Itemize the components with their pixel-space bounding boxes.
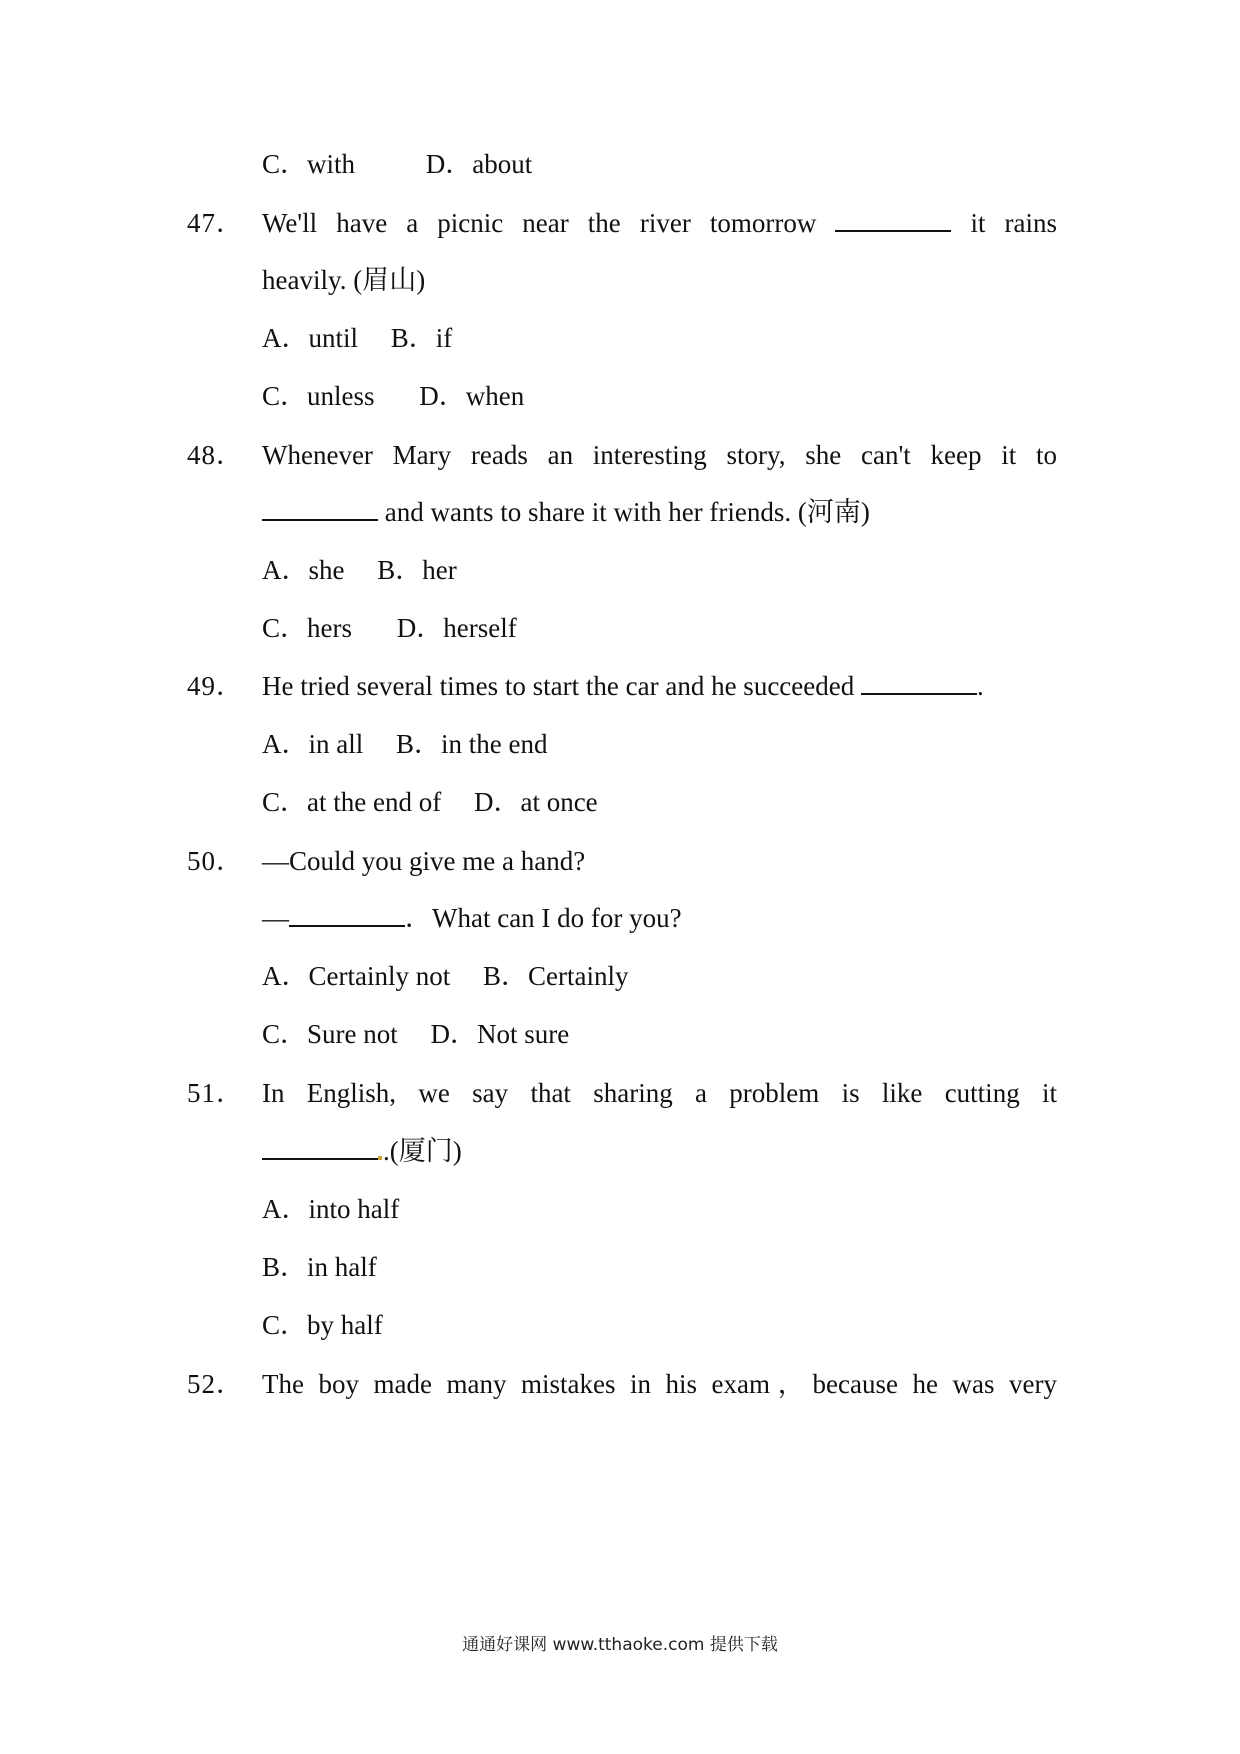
ink-speck <box>378 1156 382 1160</box>
q47-option-d[interactable]: D．when <box>419 381 525 411</box>
q49-blank <box>861 669 977 695</box>
q49-option-c[interactable]: C．at the end of <box>262 787 442 817</box>
q49-option-d[interactable]: D．at once <box>473 787 598 817</box>
q48-text-post: and wants to share it with her friends. (河南) <box>384 497 870 527</box>
q46-options-cd <box>262 147 532 181</box>
q51-stem-line2 <box>262 1134 462 1168</box>
q49-number: 49． <box>187 671 244 701</box>
q50-option-d[interactable]: D．Not sure <box>430 1019 570 1049</box>
q50-number: 50． <box>187 846 244 876</box>
q47-text-post: it rains <box>970 208 1058 238</box>
q49-options-ab <box>262 727 547 761</box>
q51-number: 51． <box>187 1078 244 1108</box>
q48-stem-line1: Whenever Mary reads an interesting story, she can't keep it to <box>262 440 1057 470</box>
q48-blank <box>262 495 378 521</box>
q51-blank <box>262 1134 378 1160</box>
q48-stem-line2 <box>262 495 870 529</box>
q47-option-b[interactable]: B．if <box>390 323 453 353</box>
page-footer: 通通好课网 www.tthaoke.com 提供下载 <box>462 1635 778 1655</box>
q50-blank <box>289 901 405 927</box>
q51-option-a[interactable]: A．into half <box>262 1194 400 1224</box>
q47-blank <box>835 206 951 232</box>
q50-options-ab <box>262 959 628 993</box>
q47-options-ab <box>262 321 452 355</box>
q48-option-c[interactable]: C．hers <box>262 613 352 643</box>
q50-option-c[interactable]: C．Sure not <box>262 1019 398 1049</box>
q48-number: 48． <box>187 440 244 470</box>
q50-dash: — <box>262 903 289 933</box>
q50-option-b[interactable]: B．Certainly <box>482 961 629 991</box>
q47-option-c[interactable]: C．unless <box>262 381 375 411</box>
q47-text-pre: We'll have a picnic near the river tomorrow <box>262 208 817 238</box>
q50-options-cd <box>262 1017 569 1051</box>
q49-stem-line1 <box>262 669 984 703</box>
q48-option-b[interactable]: B．her <box>377 555 457 585</box>
q46-option-c[interactable]: C．with <box>262 149 356 179</box>
q49-option-a[interactable]: A．in all <box>262 729 364 759</box>
q50-stem-line1: —Could you give me a hand? <box>262 846 586 876</box>
q52-number: 52． <box>187 1369 244 1399</box>
q48-option-a[interactable]: A．she <box>262 555 345 585</box>
q49-text-pre: He tried several times to start the car and he succeeded <box>262 671 855 701</box>
q47-number: 47． <box>187 208 244 238</box>
q46-option-d[interactable]: D．about <box>425 149 533 179</box>
q47-stem-line1 <box>262 206 1057 240</box>
q49-options-cd <box>262 785 598 819</box>
q48-options-ab <box>262 553 457 587</box>
q47-stem-line2: heavily. (眉山) <box>262 265 426 295</box>
q51-text-post: .(厦门) <box>383 1136 462 1166</box>
q51-option-b[interactable]: B．in half <box>262 1252 377 1282</box>
q50-text-post: ．What can I do for you? <box>405 903 682 933</box>
q52-stem-line1: The boy made many mistakes in his exam，because he was very <box>262 1369 1057 1399</box>
q49-text-post: . <box>976 671 984 701</box>
q50-option-a[interactable]: A．Certainly not <box>262 961 451 991</box>
q47-option-a[interactable]: A．until <box>262 323 359 353</box>
q50-stem-line2 <box>262 901 682 935</box>
q48-option-d[interactable]: D．herself <box>396 613 517 643</box>
q47-options-cd <box>262 379 524 413</box>
q49-option-b[interactable]: B．in the end <box>396 729 548 759</box>
q48-options-cd <box>262 611 517 645</box>
q51-option-c[interactable]: C．by half <box>262 1310 383 1340</box>
q51-stem-line1: In English, we say that sharing a problem is like cutting it <box>262 1078 1057 1108</box>
